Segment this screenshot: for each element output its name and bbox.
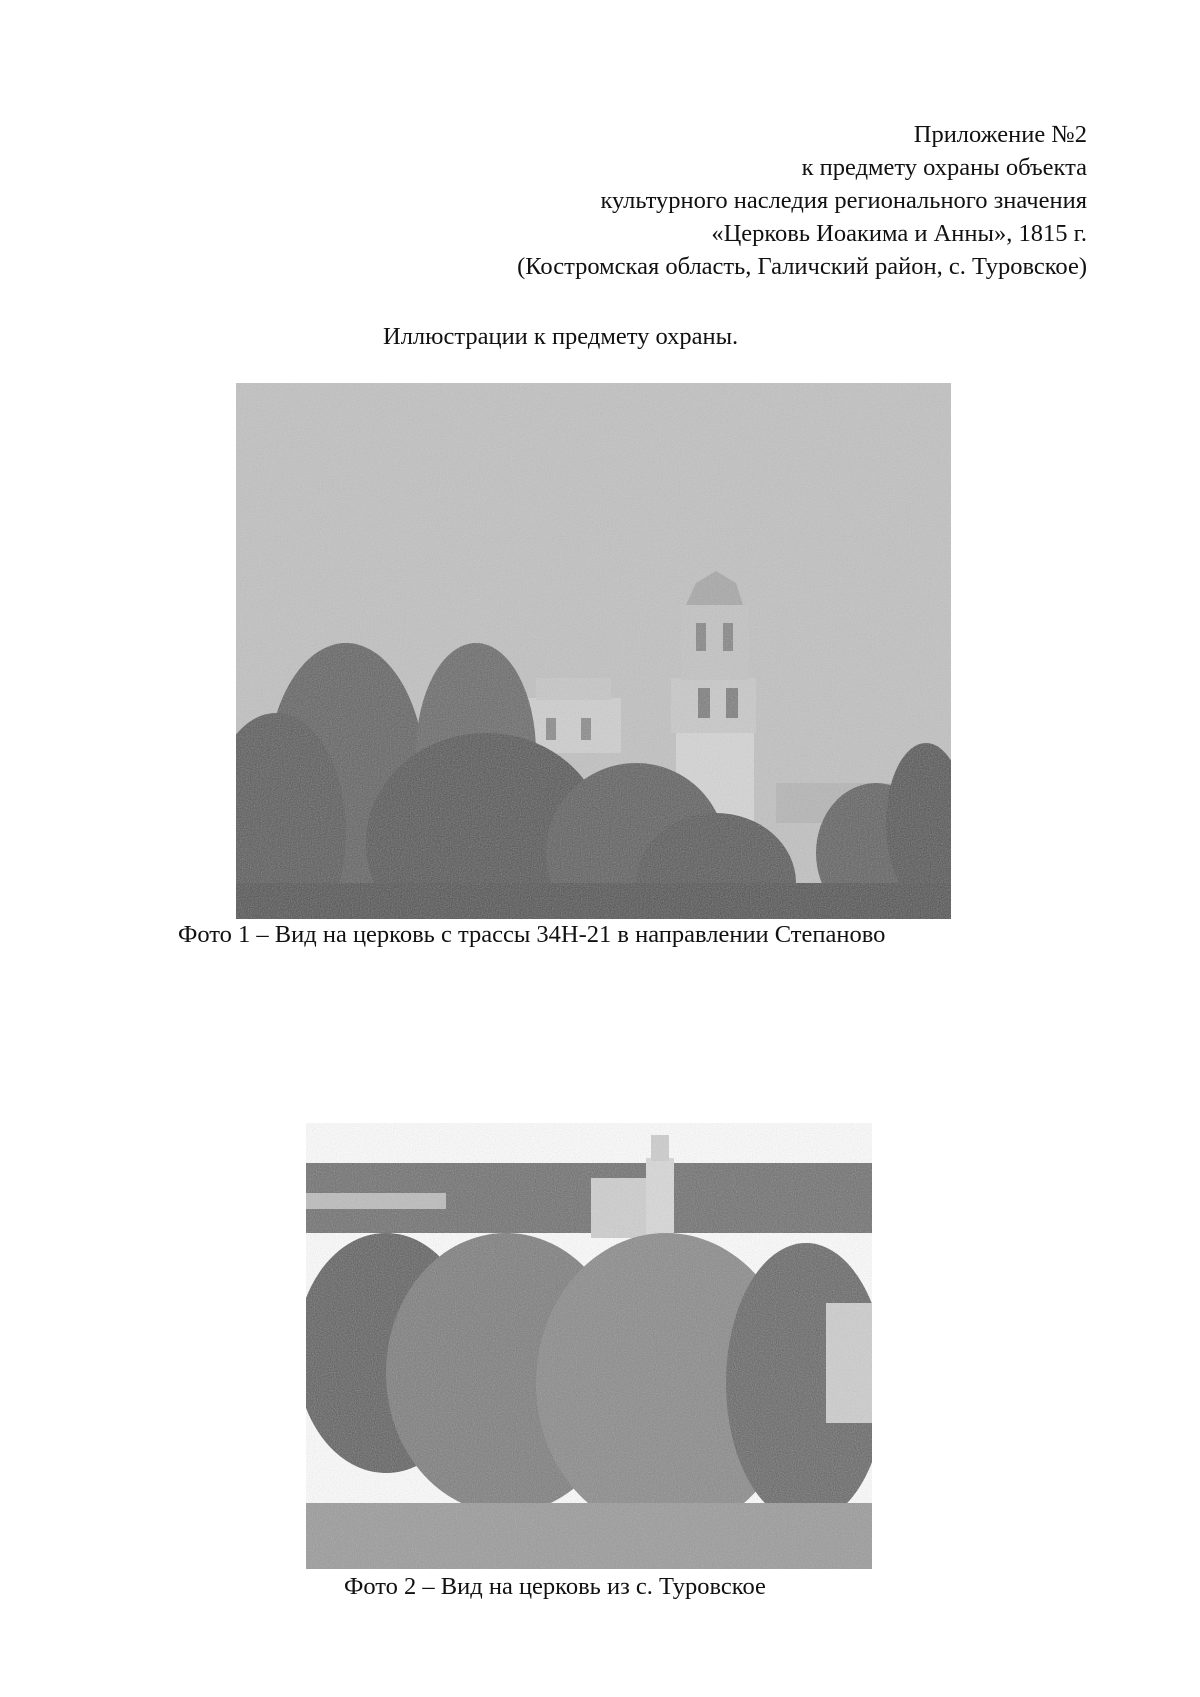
- photo-1-church-view: [236, 383, 951, 919]
- church-building: [526, 678, 621, 753]
- page-subtitle: Иллюстрации к предмету охраны.: [383, 323, 739, 350]
- appendix-line-3: культурного наследия регионального значения: [600, 187, 1087, 214]
- appendix-location: (Костромская область, Галичский район, с. Туровское): [517, 253, 1087, 280]
- photo-2-village-view: [306, 1123, 872, 1569]
- appendix-line-2: к предмету охраны объекта: [801, 154, 1087, 181]
- appendix-object-name: «Церковь Иоакима и Анны», 1815 г.: [711, 220, 1087, 247]
- photo-2-caption: Фото 2 – Вид на церковь из с. Туровское: [344, 1573, 766, 1600]
- appendix-number: Приложение №2: [913, 121, 1087, 148]
- appendix-header: [517, 118, 1087, 283]
- photo-1-caption: Фото 1 – Вид на церковь с трассы 34Н-21 в направлении Степаново: [178, 921, 886, 948]
